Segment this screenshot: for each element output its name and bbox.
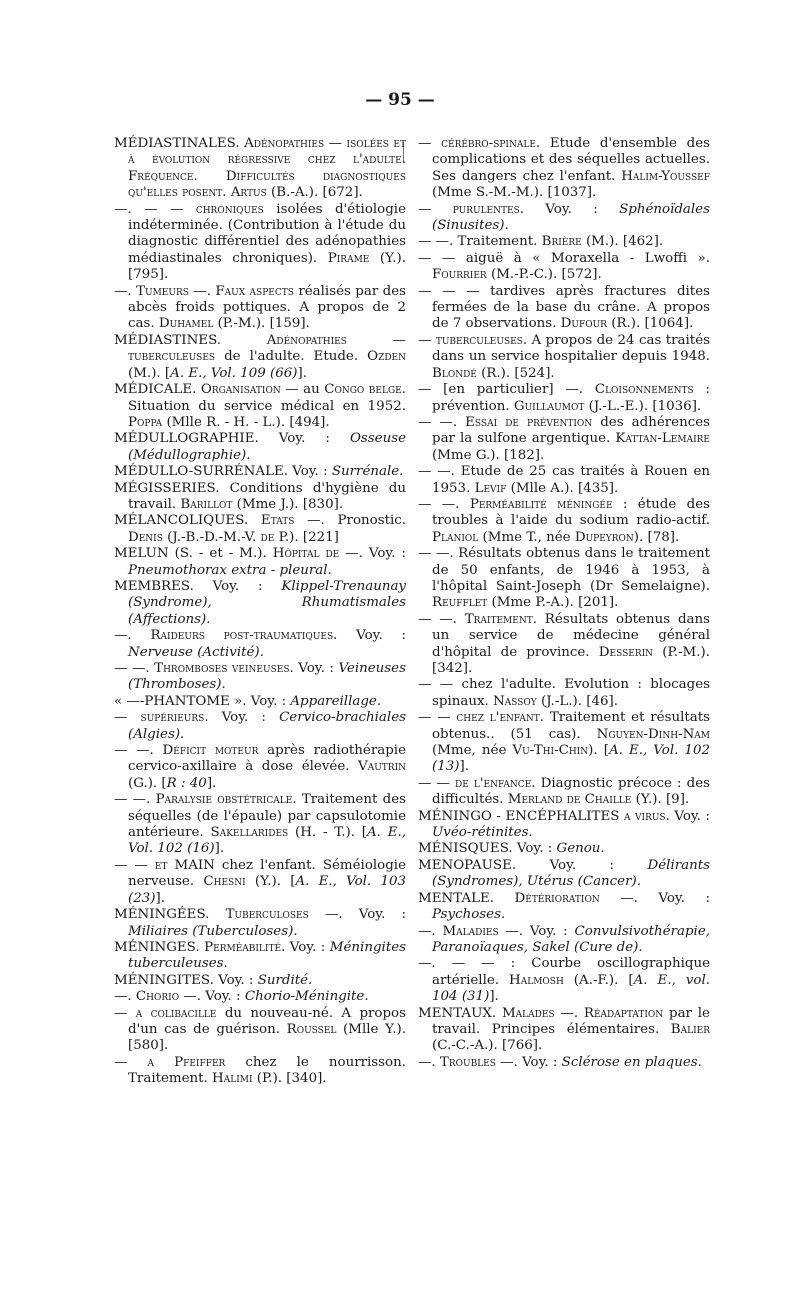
entry-text: Etats: [260, 513, 295, 529]
entry-text: — — aiguë à « Moraxella - Lwoffi ».: [418, 250, 710, 266]
entry-text: MÉGISSERIES.: [114, 480, 230, 496]
entry-text: : prévention.: [432, 382, 710, 414]
entry-text: R : 40: [166, 775, 207, 791]
entry-text: MÉNINGO - ENCÉPHALITES: [418, 808, 624, 824]
index-entry: [418, 858, 710, 891]
entry-text: . Voy. :: [519, 201, 620, 217]
entry-text: (P.-M.). [342].: [432, 644, 710, 676]
entry-text: MÉDIASTINES.: [114, 332, 267, 348]
entry-text: P.). [221]: [274, 529, 339, 545]
entry-text: ). [: [588, 743, 609, 759]
entry-text: Raideurs post-traumatiques: [150, 628, 334, 644]
index-entry: [114, 661, 406, 694]
entry-text: Halim-Youssef: [621, 168, 710, 184]
index-entry: [418, 136, 710, 202]
entry-text: Essai de prévention: [465, 414, 593, 430]
entry-text: Nerveuse (Activité).: [128, 644, 264, 660]
entry-text: Déficit moteur: [162, 743, 259, 759]
entry-text: . Voy. :: [204, 710, 280, 726]
index-entry: [418, 202, 710, 235]
entry-text: A. E., Vol. 109 (66): [170, 365, 298, 381]
entry-text: Voy. :: [278, 431, 350, 447]
entry-text: (J.-L.-E.). [1036].: [584, 398, 702, 414]
entry-text: Thromboses veineuses: [154, 661, 290, 676]
entry-text: Adénopathies — tuberculeuses: [128, 332, 406, 365]
entry-text: —. Voy. :: [308, 907, 406, 923]
index-entry: [114, 710, 406, 743]
index-entry: [114, 973, 406, 989]
index-entry: [114, 284, 406, 333]
entry-text: Dupeyron: [574, 529, 634, 545]
entry-text: (Mme T., née: [478, 529, 575, 545]
entry-text: Surdité.: [257, 972, 313, 988]
entry-text: Desserin: [598, 644, 654, 660]
entry-text: MENOPAUSE.: [418, 857, 550, 873]
entry-text: (Y.). [9].: [631, 792, 690, 808]
index-entry: [114, 513, 406, 546]
entry-text: Sclérose en plaques.: [561, 1054, 702, 1070]
entry-text: . Voy. :: [281, 939, 330, 955]
index-entry: [114, 382, 406, 431]
entry-text: Duhamel: [158, 316, 214, 332]
entry-text: . Etude d'ensemble des complications et des séquelles actuelles. Ses dangers chez l'enfant.: [432, 136, 710, 184]
entry-text: ].: [214, 841, 225, 857]
entry-text: Balier: [670, 1021, 710, 1037]
index-entry: [114, 481, 406, 514]
index-column-left: [114, 136, 406, 1088]
entry-text: a colibacille: [135, 1005, 217, 1021]
index-entry: [114, 579, 406, 628]
entry-text: Osseuse (Médullographie).: [128, 431, 407, 463]
index-entry: [418, 612, 710, 678]
entry-text: chez l'enfant: [456, 710, 540, 726]
entry-text: (Mlle A.). [435].: [506, 480, 619, 496]
index-entry: [418, 956, 710, 1005]
entry-text: MÉDULLO-SURRÉNALE.: [114, 464, 293, 480]
entry-text: Pneumothorax extra - pleural.: [128, 562, 332, 578]
entry-text: Levif: [474, 480, 507, 496]
entry-text: —.: [418, 923, 443, 939]
index-entry: [114, 202, 406, 284]
entry-text: . Diagnostic précoce : des difficultés.: [432, 775, 710, 808]
entry-text: MÉDIASTINALES.: [114, 136, 245, 151]
entry-text: —: [418, 201, 453, 217]
index-entry: [418, 497, 710, 546]
entry-text: —.: [114, 283, 137, 299]
index-entry: [114, 694, 406, 710]
entry-text: — —.: [418, 496, 470, 512]
entry-text: Malades: [501, 1005, 555, 1021]
page-number: — 95 —: [365, 90, 435, 110]
entry-text: supérieurs: [140, 710, 205, 726]
entry-text: Denis: [128, 529, 163, 545]
index-entry: [418, 464, 710, 497]
entry-text: des adhérences par la sulfone argentique.: [432, 414, 710, 447]
entry-text: Uvéo-rétinites.: [432, 825, 533, 841]
entry-text: — —.: [418, 611, 465, 627]
entry-text: Ozden: [367, 349, 406, 365]
entry-text: —: [114, 1005, 136, 1021]
entry-text: Artus (B.-A.). [672].: [230, 185, 363, 201]
entry-text: Halimi: [212, 1071, 253, 1087]
index-entry: [114, 333, 406, 382]
index-entry: [418, 677, 710, 710]
entry-text: MÉDULLOGRAPHIE.: [114, 431, 279, 447]
entry-text: — —.: [114, 661, 155, 676]
entry-text: (Mme S.-M.-M.). [1037].: [432, 185, 597, 201]
entry-text: Cervico-brachiales (Algies).: [128, 710, 406, 742]
entry-text: — —. Traitement.: [418, 234, 542, 250]
entry-text: Organisation: [200, 382, 281, 398]
index-entry: [418, 234, 710, 250]
entry-text: Sakellarides: [210, 825, 289, 841]
entry-text: « —-PHANTOME ».: [114, 693, 251, 709]
entry-text: . Voy. :: [333, 628, 407, 644]
entry-text: Maladies: [442, 923, 499, 939]
index-entry: [418, 251, 710, 284]
entry-text: A. E., Vol. 102 (13): [432, 743, 710, 775]
entry-text: Klippel-Trenaunay (Syndrome), Rhumatismales (Affections).: [128, 578, 406, 627]
entry-text: Voy. :: [218, 972, 258, 988]
entry-text: Cloisonnements: [594, 382, 694, 398]
entry-text: du nouveau-né. A propos d'un cas de guérison.: [128, 1005, 406, 1037]
entry-text: Méningites tuberculeuses.: [128, 939, 406, 972]
entry-text: Pirame: [327, 250, 370, 266]
entry-text: purulentes: [452, 201, 520, 217]
entry-text: (R.). [1064].: [606, 316, 694, 332]
index-column-right: [418, 136, 710, 1071]
index-entry: [114, 858, 406, 907]
entry-text: ].: [489, 989, 499, 1005]
entry-text: (Mme J.). [830].: [232, 496, 344, 512]
entry-text: Roussel: [286, 1021, 337, 1037]
entry-text: isolées d'étiologie indéterminée. (Contribution à l'étude du diagnostic différentiel des adénopathies médiastinales chroniques).: [128, 201, 407, 266]
entry-text: Blondé: [432, 365, 477, 381]
entry-text: (R.). [524].: [476, 365, 555, 381]
entry-text: — —: [114, 857, 155, 873]
entry-text: Voy. :: [250, 693, 291, 709]
index-entry: [418, 1006, 710, 1055]
entry-text: Convulsivothérapie, Paranoïaques, Sakel (Cure de).: [432, 923, 711, 955]
entry-text: —: [418, 136, 442, 151]
entry-text: —: [418, 332, 436, 348]
entry-text: Appareillage.: [290, 693, 382, 709]
index-entry: [114, 940, 406, 973]
entry-text: Détérioration: [514, 890, 600, 906]
entry-text: (P.). [340].: [252, 1071, 327, 1087]
index-entry: [114, 1006, 406, 1055]
entry-text: Voy. :: [549, 857, 648, 873]
entry-text: . A propos de 24 cas traités dans un service hospitalier depuis 1948.: [432, 332, 710, 365]
index-entry: [114, 431, 406, 464]
entry-text: (C.-C.-A.). [766].: [432, 1038, 543, 1054]
index-entry: [418, 333, 710, 382]
entry-text: MEMBRES.: [114, 578, 213, 594]
entry-text: Paralysie obstétricale: [155, 792, 293, 808]
entry-text: A. E., Vol. 102 (16): [128, 825, 406, 857]
entry-text: — —: [418, 710, 457, 726]
entry-text: MÉNINGÉES.: [114, 907, 226, 923]
entry-text: —. Voy. :: [599, 890, 710, 906]
entry-text: Voy. :: [212, 578, 282, 594]
entry-text: — —. Etude de 25 cas traités à Rouen en 1953.: [418, 464, 710, 496]
entry-text: de l'enfance: [454, 775, 532, 791]
index-entry: [418, 776, 710, 809]
entry-text: Sphénoïdales (Sinusites).: [432, 201, 710, 234]
entry-text: —.: [114, 628, 151, 644]
entry-text: Fourrier: [432, 267, 487, 283]
index-entry: [418, 284, 710, 333]
entry-text: (M.). [: [128, 365, 171, 381]
entry-text: Délirants (Syndromes), Utérus (Cancer).: [432, 857, 710, 890]
entry-text: —.: [114, 989, 136, 1005]
index-entry: [418, 891, 710, 924]
entry-text: (Mme G.). [182].: [432, 447, 545, 463]
entry-text: Vu-Thi-Chin: [512, 743, 589, 759]
index-entry: [418, 546, 710, 612]
entry-text: chez le nourrisson. Traitement.: [128, 1054, 406, 1087]
entry-text: par le travail. Principes élémentaires.: [432, 1005, 710, 1037]
entry-text: Troubles: [439, 1054, 496, 1070]
entry-text: (M.). [462].: [581, 234, 664, 250]
entry-text: (Mme P.-A.). [201].: [487, 595, 619, 611]
entry-text: tuberculeuses: [435, 332, 523, 348]
entry-text: —. Voy. :: [179, 989, 245, 1005]
entry-text: — au: [280, 382, 325, 398]
entry-text: a virus: [623, 808, 666, 824]
entry-text: . Voy. :: [289, 661, 339, 676]
entry-text: — [en particulier] —.: [418, 382, 595, 398]
entry-text: Tumeurs —. Faux aspects: [136, 283, 294, 299]
entry-text: (J.-B.-D.-M.-V.: [162, 529, 261, 545]
entry-text: Hôpital de: [272, 546, 340, 562]
entry-text: (Y.). [795].: [128, 250, 406, 283]
entry-text: —: [114, 1054, 148, 1070]
entry-text: Veineuses (Thromboses).: [128, 661, 406, 693]
entry-text: Voy. :: [516, 841, 557, 857]
index-entry: [418, 710, 710, 776]
entry-text: Chorio-Méningite.: [244, 989, 369, 1005]
entry-text: A. E., vol. 104 (31): [432, 972, 710, 1005]
entry-text: MÉNINGITES.: [114, 972, 219, 988]
entry-text: MAIN chez l'enfant. Séméiologie nerveuse.: [128, 857, 407, 890]
index-entry: [114, 792, 406, 858]
entry-text: après radiothérapie cervico-axillaire à dose élevée.: [128, 743, 406, 775]
entry-text: Poppa: [128, 414, 163, 430]
entry-text: Barillot: [180, 496, 233, 512]
index-entry: [418, 415, 710, 464]
entry-text: ].: [206, 775, 217, 791]
entry-text: Merland de Chaille: [507, 792, 632, 808]
entry-text: Nassoy: [493, 693, 537, 709]
entry-text: ].: [155, 890, 165, 906]
entry-text: (M.-P.-C.). [572].: [486, 267, 602, 283]
index-entry: [418, 1055, 710, 1071]
index-entry: [114, 464, 406, 480]
entry-text: Planiol: [432, 529, 479, 545]
entry-text: . Situation du service médical en 1952.: [128, 382, 406, 414]
entry-text: MÉDICALE.: [114, 382, 201, 398]
index-entry: [114, 1055, 406, 1088]
entry-text: ].: [459, 759, 469, 775]
entry-text: Reufflet: [432, 595, 488, 611]
entry-text: a Pfeiffer: [147, 1054, 226, 1070]
entry-text: A. E., Vol. 103 (23): [128, 874, 406, 906]
entry-text: (J.-L.). [46].: [536, 693, 618, 709]
entry-text: Vautrin: [358, 759, 406, 775]
entry-text: —. — — : Courbe oscillographique artérielle.: [418, 956, 710, 988]
entry-text: Perméabilité méningée: [469, 496, 613, 512]
entry-text: —. Voy. :: [495, 1054, 562, 1070]
entry-text: Guillaumot: [513, 398, 585, 414]
index-entry: [418, 809, 710, 842]
entry-text: de: [260, 529, 275, 545]
entry-text: Congo belge: [324, 382, 402, 398]
entry-text: de l'adulte. Etude.: [215, 349, 368, 365]
entry-text: — —.: [114, 792, 156, 808]
entry-text: Chesni: [203, 874, 246, 890]
entry-text: Kattan-Lemaire: [615, 431, 710, 447]
entry-text: (P.-M.). [159].: [213, 316, 310, 332]
entry-text: —. Voy. :: [498, 923, 575, 939]
entry-text: Perméabilité: [204, 939, 282, 955]
index-entry: [418, 924, 710, 957]
entry-text: ). [78].: [633, 529, 680, 545]
entry-text: (G.). [: [128, 775, 167, 791]
entry-text: Genou.: [556, 841, 605, 857]
entry-text: — — chez l'adulte. Evolution : blocages spinaux.: [418, 677, 710, 709]
entry-text: (A.-F.). [: [563, 972, 634, 988]
entry-text: Psychoses.: [432, 907, 506, 923]
entry-text: réalisés par des abcès froids pottiques. A propos de 2 cas.: [128, 283, 407, 332]
entry-text: MELUN: [114, 546, 175, 562]
entry-text: — —. Résultats obtenus dans le traitement de 50 enfants, de 1946 à 1953, à l'hôpital Saint-Joseph (Dr Semelaigne).: [418, 546, 710, 594]
entry-text: Nguyen-Dinh-Nam: [596, 726, 710, 742]
index-entry: [114, 136, 406, 202]
index-entry: [114, 546, 406, 579]
entry-text: MÉLANCOLIQUES.: [114, 513, 261, 529]
entry-text: : étude des troubles à l'aide du sodium radio-actif.: [432, 496, 710, 529]
entry-text: (Mme, née: [432, 743, 513, 759]
entry-text: — —: [418, 775, 455, 791]
entry-text: Dufour: [560, 316, 607, 332]
entry-text: —: [114, 710, 141, 726]
index-entry: [114, 628, 406, 661]
index-entry: [114, 989, 406, 1005]
entry-text: —.: [554, 1005, 584, 1021]
entry-text: Surrénale.: [331, 464, 404, 480]
entry-text: Conditions d'hygiène du travail.: [128, 480, 406, 512]
entry-text: . Voy. :: [665, 808, 710, 824]
entry-text: MÉNINGES.: [114, 939, 205, 955]
entry-text: Brière: [541, 234, 582, 250]
entry-text: (H. - T.). [: [288, 825, 367, 841]
entry-text: (S. - et - M.).: [174, 546, 273, 562]
entry-text: — —.: [418, 414, 466, 430]
entry-text: MÉNISQUES.: [418, 841, 517, 857]
index-entry: [418, 841, 710, 857]
entry-text: —. Pronostic.: [294, 513, 406, 529]
entry-text: MENTAUX.: [418, 1005, 502, 1021]
entry-text: . Traitement et résultats obtenus.. (51 cas).: [432, 710, 711, 742]
entry-text: Chorio: [135, 989, 180, 1005]
entry-text: Tuberculoses: [225, 907, 309, 923]
entry-text: MENTALE.: [418, 890, 515, 906]
entry-text: — —.: [114, 743, 163, 759]
entry-text: Réadaptation: [583, 1005, 664, 1021]
entry-text: Halmosh: [509, 972, 564, 988]
entry-text: (Mlle R. - H. - L.). [494].: [162, 414, 330, 430]
entry-text: — — — tardives après fractures dites fermées de la base du crâne. A propos de 7 observations.: [418, 283, 710, 332]
entry-text: cérébro-spinale: [441, 136, 536, 151]
entry-text: —.: [418, 1054, 440, 1070]
entry-text: . Traitement des séquelles (de l'épaule) par capsulotomie antérieure.: [128, 792, 407, 841]
entry-text: ].: [297, 365, 307, 381]
index-entry: [418, 382, 710, 415]
entry-text: et: [154, 857, 168, 873]
index-entry: [114, 907, 406, 940]
entry-text: Adénopathies — isolées et à évolution régressive chez l'adulte. Fréquence. Difficultés diagnostiques qu'elles posent.: [128, 136, 406, 201]
entry-text: chroniques: [195, 201, 264, 217]
entry-text: Voy. :: [292, 464, 332, 480]
entry-text: Miliaires (Tuberculoses).: [128, 923, 298, 939]
entry-text: Traitement: [464, 611, 533, 627]
index-entry: [114, 743, 406, 792]
entry-text: . Résultats obtenus dans un service de médecine général d'hôpital de province.: [432, 611, 710, 660]
entry-text: (Y.). [: [245, 874, 296, 890]
entry-text: —. Voy. :: [339, 546, 406, 562]
entry-text: —. — —: [114, 201, 196, 217]
entry-text: (Mlle Y.). [580].: [128, 1021, 406, 1054]
